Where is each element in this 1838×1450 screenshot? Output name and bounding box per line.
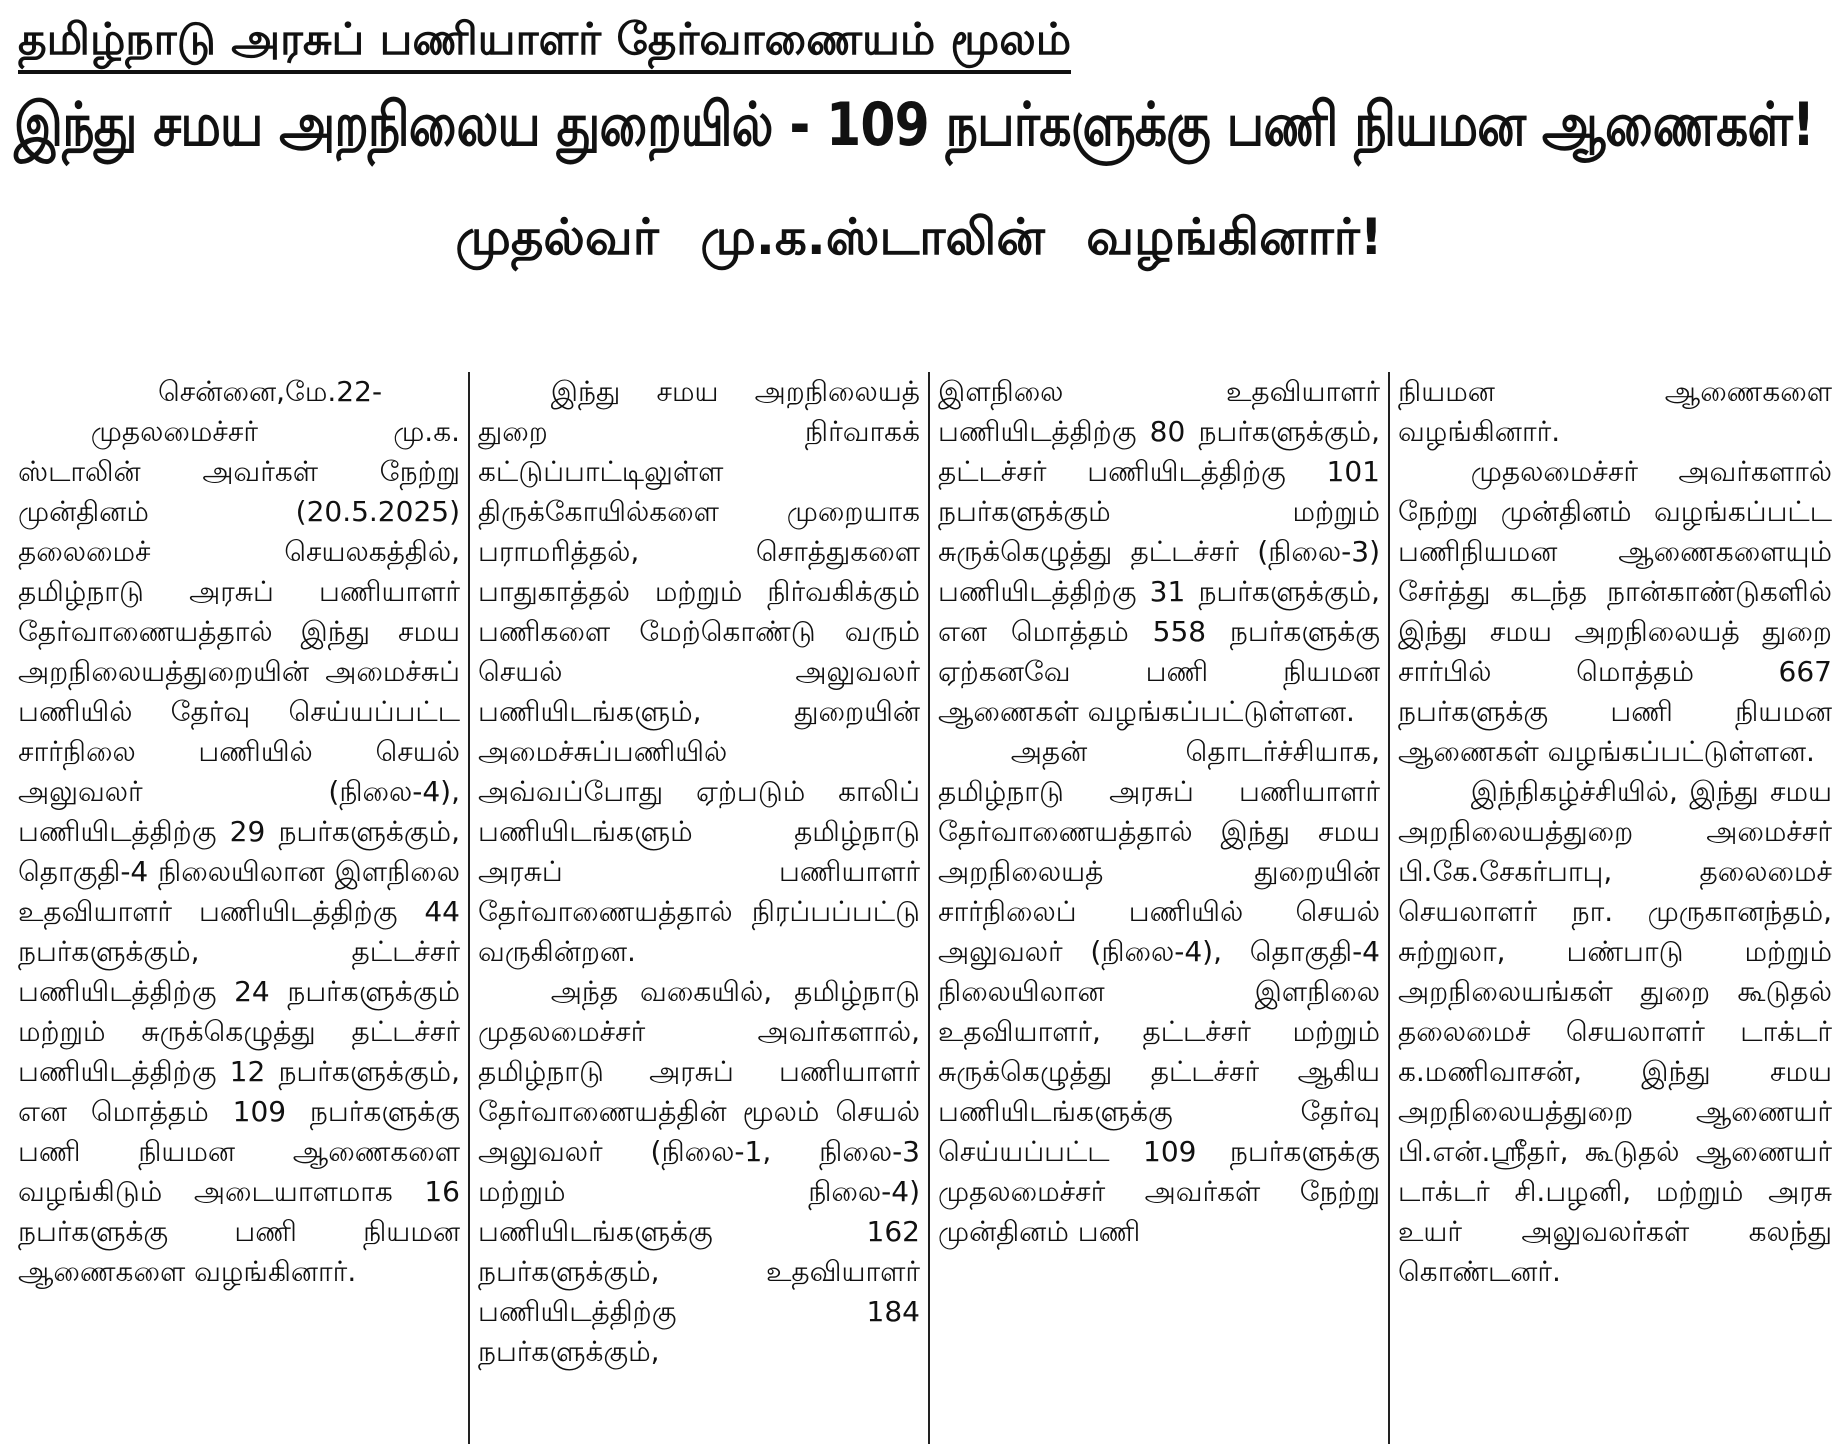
paragraph: அந்த வகையில், தமிழ்நாடு முதலமைச்சர் அவர்களால், தமிழ்நாடு அரசுப் பணியாளர் தேர்வாணையத்தின் மூலம் செயல் அலுவலர் (நிலை-1, நிலை-3 மற்றும் நிலை-4) பணியிடங்களுக்கு 162 நபர்களுக்கும், உதவியாளர் பணியிடத்திற்கு 184 நபர்களுக்கும், — [478, 975, 920, 1368]
dateline: சென்னை,மே.22- — [158, 375, 383, 408]
paragraph: அதன் தொடர்ச்சியாக, தமிழ்நாடு அரசுப் பணியாளர் தேர்வாணையத்தால் இந்து சமய அறநிலையத் துறையின் சார்நிலைப் பணியில் செயல் அலுவலர் (நிலை-4), தொகுதி-4 நிலையிலான இளநிலை உதவியாளர், தட்டச்சர் மற்றும் சுருக்கெழுத்து தட்டச்சர் ஆகிய பணியிடங்களுக்கு தேர்வு செய்யப்பட்ட 109 நபர்களுக்கு முதலமைச்சர் அவர்கள் நேற்று முன்தினம் பணி — [938, 735, 1380, 1248]
paragraph: இந்நிகழ்ச்சியில், இந்து சமய அறநிலையத்துறை அமைச்சர் பி.கே.சேகர்பாபு, தலைமைச் செயலாளர் நா. முருகானந்தம், சுற்றுலா, பண்பாடு மற்றும் அறநிலையங்கள் துறை கூடுதல் தலைமைச் செயலாளர் டாக்டர் க.மணிவாசன், இந்து சமய அறநிலையத்துறை ஆணையர் பி.என்.ஸ்ரீதர், கூடுதல் ஆணையர் டாக்டர் சி.பழனி, மற்றும் அரசு உயர் அலுவலர்கள் கலந்து கொண்டனர். — [1398, 775, 1832, 1288]
paragraph: இளநிலை உதவியாளர் பணியிடத்திற்கு 80 நபர்களுக்கும், தட்டச்சர் பணியிடத்திற்கு 101 நபர்களுக்கும் மற்றும் சுருக்கெழுத்து தட்டச்சர் (நிலை-3) பணியிடத்திற்கு 31 நபர்களுக்கும், என மொத்தம் 558 நபர்களுக்கு ஏற்கனவே பணி நியமன ஆணைகள் வழங்கப்பட்டுள்ளன. — [938, 375, 1380, 728]
column-4 — [1388, 372, 1838, 1444]
paragraph: முதலமைச்சர் அவர்களால் நேற்று முன்தினம் வழங்கப்பட்ட பணிநியமன ஆணைகளையும் சேர்த்து கடந்த நான்காண்டுகளில் இந்து சமய அறநிலையத் துறை சார்பில் மொத்தம் 667 நபர்களுக்கு பணி நியமன ஆணைகள் வழங்கப்பட்டுள்ளன. — [1398, 455, 1832, 768]
column-3 — [928, 372, 1388, 1444]
kicker: தமிழ்நாடு அரசுப் பணியாளர் தேர்வாணையம் மூலம் — [18, 12, 1071, 74]
article-body — [10, 372, 1832, 1444]
headline: இந்து சமய அறநிலைய துறையில் - 109 நபர்களுக்கு பணி நியமன ஆணைகள்! — [14, 90, 1815, 160]
subhead: முதல்வர் மு.க.ஸ்டாலின் வழங்கினார்! — [455, 208, 1383, 266]
column-2 — [468, 372, 928, 1444]
column-1 — [10, 372, 468, 1444]
paragraph: இந்து சமய அறநிலையத் துறை நிர்வாகக் கட்டுப்பாட்டிலுள்ள திருக்கோயில்களை முறையாக பராமரித்தல், சொத்துகளை பாதுகாத்தல் மற்றும் நிர்வகிக்கும் பணிகளை மேற்கொண்டு வரும் செயல் அலுவலர் பணியிடங்களும், துறையின் அமைச்சுப்பணியில் அவ்வப்போது ஏற்படும் காலிப் பணியிடங்களும் தமிழ்நாடு அரசுப் பணியாளர் தேர்வாணையத்தால் நிரப்பப்பட்டு வருகின்றன. — [478, 375, 920, 968]
paragraph: முதலமைச்சர் மு.க. ஸ்டாலின் அவர்கள் நேற்று முன்தினம் (20.5.2025) தலைமைச் செயலகத்தில், தமிழ்நாடு அரசுப் பணியாளர் தேர்வாணையத்தால் இந்து சமய அறநிலையத்துறையின் அமைச்சுப் பணியில் தேர்வு செய்யப்பட்ட சார்நிலை பணியில் செயல் அலுவலர் (நிலை-4), பணியிடத்திற்கு 29 நபர்களுக்கும், தொகுதி-4 நிலையிலான இளநிலை உதவியாளர் பணியிடத்திற்கு 44 நபர்களுக்கும், தட்டச்சர் பணியிடத்திற்கு 24 நபர்களுக்கும் மற்றும் சுருக்கெழுத்து தட்டச்சர் பணியிடத்திற்கு 12 நபர்களுக்கும், என மொத்தம் 109 நபர்களுக்கு பணி நியமன ஆணைகளை வழங்கிடும் அடையாளமாக 16 நபர்களுக்கு பணி நியமன ஆணைகளை வழங்கினார். — [18, 415, 460, 1288]
paragraph: நியமன ஆணைகளை வழங்கினார். — [1398, 375, 1832, 448]
